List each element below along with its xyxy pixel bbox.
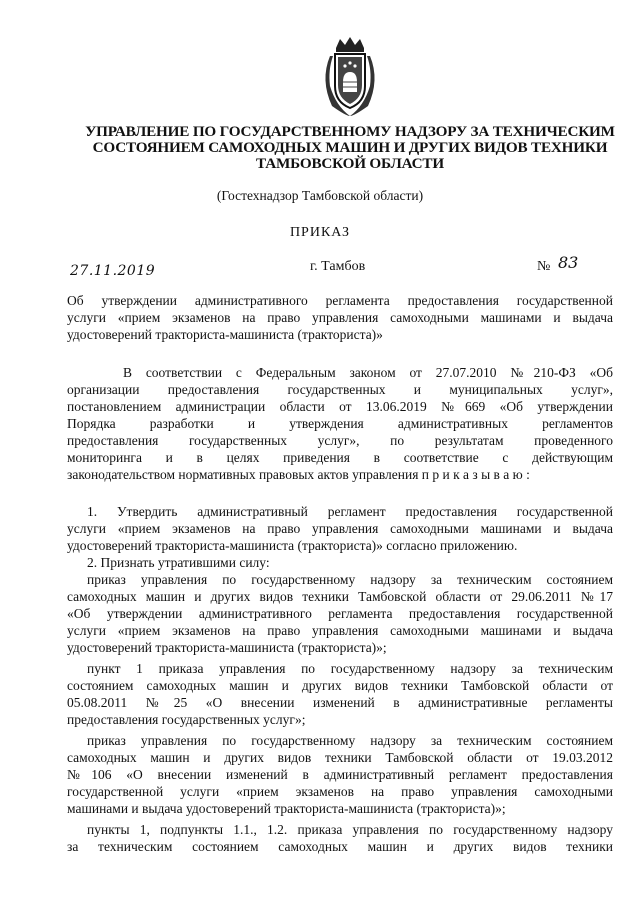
text-line: удостоверений тракториста-машиниста (тракториста)»; [67,640,387,655]
text-line: удостоверений тракториста-машиниста (тракториста)» [67,327,383,342]
handwritten-number: 83 [558,253,579,272]
text-line: №106 «О внесении изменений в административный регламент предоставления [67,767,613,782]
coat-of-arms-emblem [316,36,384,118]
text-line: приказ управления по государственному надзору за техническим состоянием [87,572,613,587]
text-line: постановлением администрации области от 13.06.2019 №669 «Об утверждении [67,399,613,414]
text-line: 1. Утвердить административный регламент предоставления государственной [87,504,613,519]
number-label: № [537,259,551,274]
text-line: машинами и выдача удостоверений тракториста-машиниста (тракториста)»; [67,801,506,816]
text-line: пункт 1 приказа управления по государственному надзору за техническим [87,661,613,676]
document-type: ПРИКАЗ [289,225,351,240]
order-body [67,364,613,855]
organization-name-line: СОСТОЯНИЕМ САМОХОДНЫХ МАШИН И ДРУГИХ ВИДОВ ТЕХНИКИ [92,139,608,156]
text-line: предоставления государственных услуг», по результатам проведенного [67,433,613,448]
text-line: мониторинга и в целях приведения в соответствие с действующим [67,450,613,465]
text-line: государственной услуги «прием экзаменов на право управления самоходными [67,784,613,799]
handwritten-date: 27.11.2019 [70,263,156,279]
text-line: «Об утверждении административного регламента предоставления государственной [67,606,613,621]
city: г. Тамбов [310,259,366,274]
text-line: за техническим состоянием самоходных машин и других видов техники [67,839,613,854]
text-line: услуги «прием экзаменов на право управления самоходными машинами и выдача [67,521,613,536]
order-subject [67,292,613,343]
text-line: услуги «прием экзаменов на право управления самоходными машинами и выдача [67,623,613,638]
organization-name-line: ТАМБОВСКОЙ ОБЛАСТИ [256,155,444,172]
text-line: состоянием самоходных машин и других видов техники Тамбовской области от [67,678,613,693]
text-line: Порядка разработки и утверждения административных регламентов [67,416,613,431]
text-line: организации предоставления государственных и муниципальных услуг», [67,382,613,397]
organization-short-name: (Гостехнадзор Тамбовской области) [216,188,424,203]
organization-name-line: УПРАВЛЕНИЕ ПО ГОСУДАРСТВЕННОМУ НАДЗОРУ ЗА ТЕХНИЧЕСКИМ [85,123,615,140]
text-line: пункты 1, подпункты 1.1., 1.2. приказа управления по государственному надзору [87,822,613,837]
text-line: В соответствии с Федеральным законом от 27.07.2010 №210-ФЗ «Об [123,365,613,380]
text-line: 05.08.2011 №25 «О внесении изменений в административные регламенты [67,695,613,710]
text-line: Об утверждении административного регламента предоставления государственной [67,293,613,308]
text-line: предоставления государственных услуг»; [67,712,306,727]
organization-name [60,124,640,172]
text-line: самоходных машин и других видов техники Тамбовской области от 29.06.2011 №17 [67,589,613,604]
text-line: 2. Признать утратившими силу: [87,555,270,570]
text-line: удостоверений тракториста-машиниста (тракториста)» согласно приложению. [67,538,518,553]
text-line: услуги «прием экзаменов на право управления самоходными машинами и выдача [67,310,613,325]
text-line: самоходных машин и других видов техники Тамбовской области от 19.03.2012 [67,750,613,765]
text-line: приказ управления по государственному надзору за техническим состоянием [87,733,613,748]
text-line: законодательством нормативных правовых актов управления п р и к а з ы в а ю : [67,467,530,482]
